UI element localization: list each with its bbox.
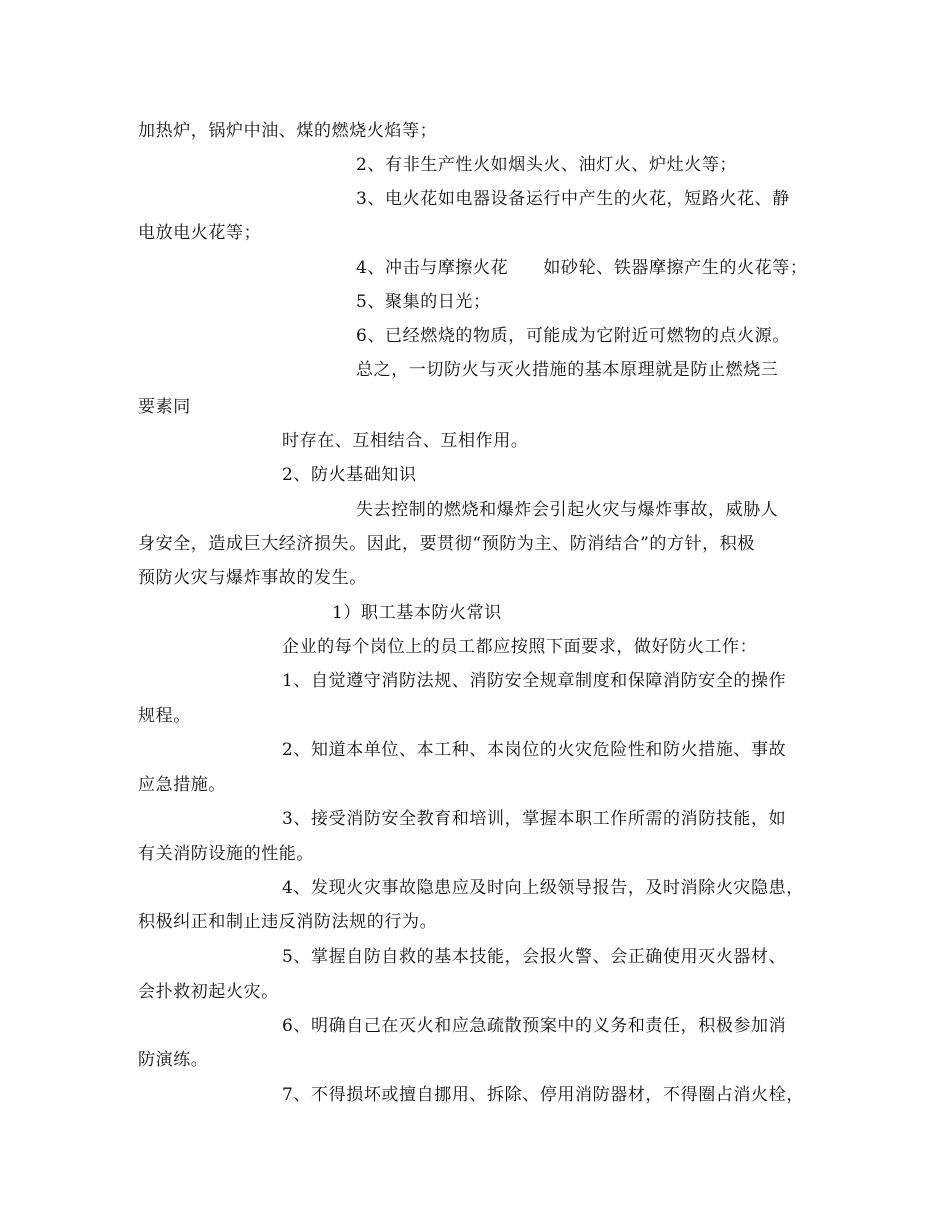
- text-line: 有关消防设施的性能。: [138, 844, 314, 864]
- list-item: 2、知道本单位、本工种、本岗位的火灾危险性和防火措施、事故: [282, 740, 787, 760]
- list-item: 4、冲击与摩擦火花 如砂轮、铁器摩擦产生的火花等；: [356, 258, 808, 278]
- text-line: 会扑救初起火灾。: [138, 982, 279, 1002]
- subsection-heading: 1）职工基本防火常识: [332, 603, 502, 623]
- list-item: 2、有非生产性火如烟头火、油灯火、炉灶火等；: [356, 155, 738, 175]
- list-item: 6、明确自己在灭火和应急疏散预案中的义务和责任，积极参加消: [282, 1016, 787, 1036]
- text-line: 应急措施。: [138, 775, 226, 795]
- list-item: 5、聚集的日光；: [356, 292, 491, 312]
- list-item: 1、自觉遵守消防法规、消防安全规章制度和保障消防安全的操作: [282, 671, 787, 691]
- text-line: 时存在、互相结合、互相作用。: [282, 431, 529, 451]
- paragraph-line: 企业的每个岗位上的员工都应按照下面要求，做好防火工作：: [282, 637, 758, 657]
- list-item: 4、发现火灾事故隐患应及时向上级领导报告，及时消除火灾隐患，: [282, 878, 804, 898]
- text-line: 身安全，造成巨大经济损失。因此，要贯彻“预防为主、防消结合”的方针，积极: [138, 534, 755, 554]
- text-line: 预防火灾与爆炸事故的发生。: [138, 568, 367, 588]
- list-item: 3、电火花如电器设备运行中产生的火花，短路火花、静: [356, 189, 790, 209]
- text-line: 加热炉，锅炉中油、煤的燃烧火焰等；: [138, 121, 438, 141]
- text-line: 规程。: [138, 706, 191, 726]
- list-item: 7、不得损坏或擅自挪用、拆除、停用消防器材，不得圈占消火栓，: [282, 1085, 804, 1105]
- list-item: 6、已经燃烧的物质，可能成为它附近可燃物的点火源。: [356, 326, 790, 346]
- text-line: 防演练。: [138, 1050, 209, 1070]
- list-item: 5、掌握自防自救的基本技能，会报火警、会正确使用灭火器材、: [282, 947, 787, 967]
- section-heading: 2、防火基础知识: [282, 465, 417, 485]
- paragraph-line: 总之，一切防火与灭火措施的基本原理就是防止燃烧三: [356, 360, 779, 380]
- text-line: 积极纠正和制止违反消防法规的行为。: [138, 912, 438, 932]
- paragraph-line: 失去控制的燃烧和爆炸会引起火灾与爆炸事故，威胁人: [356, 500, 779, 520]
- list-item: 3、接受消防安全教育和培训，掌握本职工作所需的消防技能，如: [282, 809, 787, 829]
- text-line: 电放电火花等；: [138, 223, 262, 243]
- text-line: 要素同: [138, 397, 191, 417]
